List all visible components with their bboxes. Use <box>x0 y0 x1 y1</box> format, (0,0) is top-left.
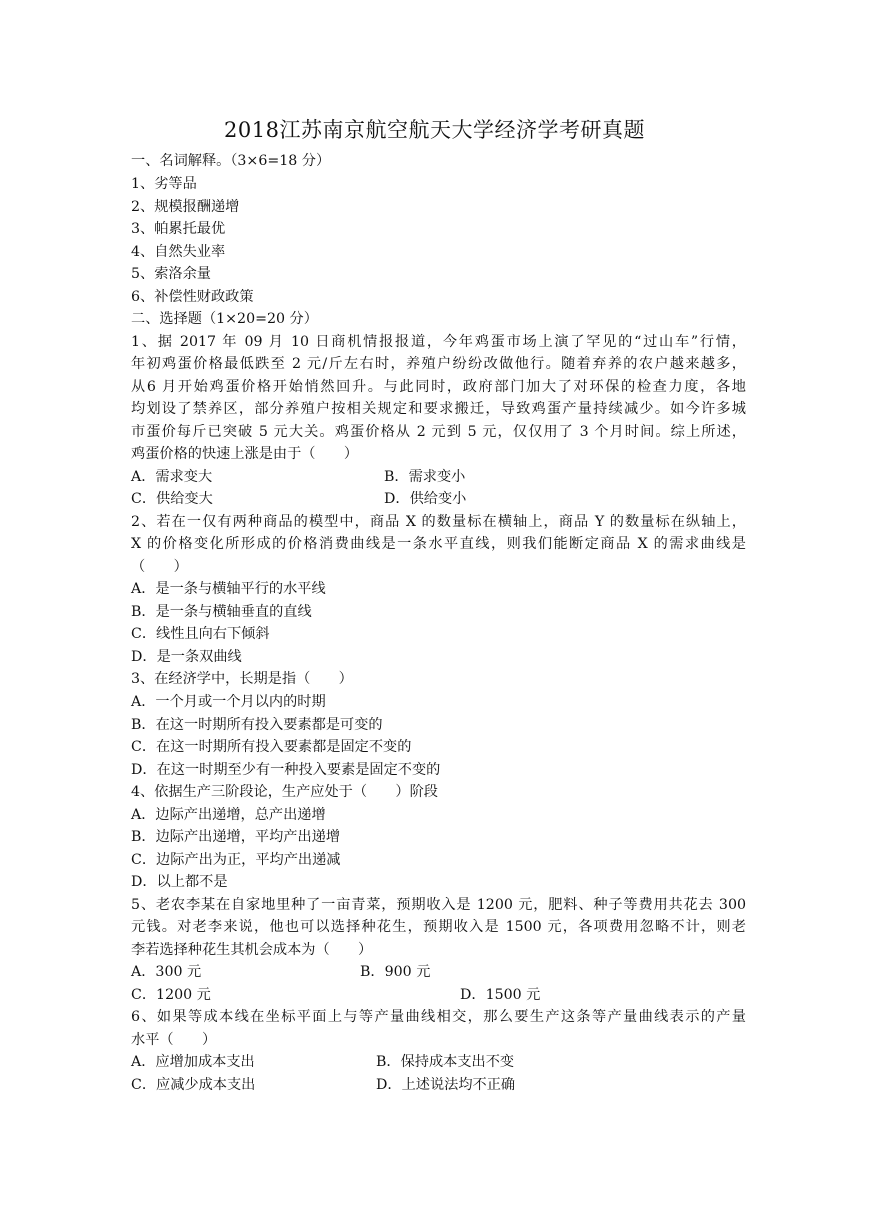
section-heading-definitions: 一、名词解释。（3×6=18 分） <box>131 153 331 169</box>
definition-item: 1、劣等品 <box>131 176 197 192</box>
definition-item: 5、索洛余量 <box>131 266 211 282</box>
question-text: 元钱。对老李来说，他也可以选择种花生，预期收入是 1500 元，各项费用忽略不计，则老 <box>131 919 746 935</box>
definition-item: 2、规模报酬递增 <box>131 199 240 215</box>
question-text: 水平（ ） <box>131 1032 217 1048</box>
answer-option: B．在这一时期所有投入要素都是可变的 <box>131 717 383 733</box>
question-text: X 的价格变化所形成的价格消费曲线是一条水平直线，则我们能断定商品 X 的需求曲线是 <box>131 536 746 552</box>
answer-option: D．以上都不是 <box>131 874 228 890</box>
answer-option: A．需求变大 <box>131 469 213 485</box>
answer-option: B．需求变小 <box>384 469 466 485</box>
answer-option: C．线性且向右下倾斜 <box>131 626 270 642</box>
answer-option: A．边际产出递增，总产出递增 <box>131 807 326 823</box>
question-text: （ ） <box>131 559 188 575</box>
answer-option: A．300 元 <box>131 964 202 980</box>
answer-option: D．1500 元 <box>460 987 541 1003</box>
answer-option: C．在这一时期所有投入要素都是固定不变的 <box>131 739 412 755</box>
question-text: 从6 月开始鸡蛋价格开始悄然回升。与此同时，政府部门加大了对环保的检查力度，各地 <box>131 379 746 395</box>
question-text: 李若选择种花生其机会成本为（ ） <box>131 942 373 958</box>
question-text: 3、在经济学中，长期是指（ ） <box>131 671 353 687</box>
answer-option: A．是一条与横轴平行的水平线 <box>131 581 326 597</box>
answer-option: C．应减少成本支出 <box>131 1077 256 1093</box>
answer-option: B．边际产出递增，平均产出递增 <box>131 829 341 845</box>
section-heading-choice: 二、选择题（1×20=20 分） <box>131 311 318 327</box>
question-text: 1、据 2017 年 09 月 10 日商机情报报道，今年鸡蛋市场上演了罕见的“过山车”行情， <box>131 334 746 350</box>
question-text: 4、依据生产三阶段论，生产应处于（ ）阶段 <box>131 784 438 800</box>
answer-option: A．应增加成本支出 <box>131 1054 255 1070</box>
document-title: 2018江苏南京航空航天大学经济学考研真题 <box>224 118 645 142</box>
question-text: 市蛋价每斤已突破 5 元大关。鸡蛋价格从 2 元到 5 元，仅仅用了 3 个月时间。综上所述， <box>131 424 746 440</box>
definition-item: 3、帕累托最优 <box>131 221 226 237</box>
answer-option: B．保持成本支出不变 <box>376 1054 515 1070</box>
question-text: 年初鸡蛋价格最低跌至 2 元/斤左右时，养殖户纷纷改做他行。随着弃养的农户越来越多， <box>131 356 746 372</box>
definition-item: 6、补偿性财政政策 <box>131 289 254 305</box>
answer-option: B．是一条与横轴垂直的直线 <box>131 604 312 620</box>
question-text: 6、如果等成本线在坐标平面上与等产量曲线相交，那么要生产这条等产量曲线表示的产量 <box>131 1009 746 1025</box>
definition-item: 4、自然失业率 <box>131 244 226 260</box>
answer-option: D．在这一时期至少有一种投入要素是固定不变的 <box>131 762 441 778</box>
answer-option: D．是一条双曲线 <box>131 649 242 665</box>
answer-option: A．一个月或一个月以内的时期 <box>131 694 326 710</box>
answer-option: D．供给变小 <box>384 491 467 507</box>
answer-option: B．900 元 <box>360 964 431 980</box>
answer-option: C．供给变大 <box>131 491 213 507</box>
answer-option: C．边际产出为正，平均产出递减 <box>131 852 341 868</box>
answer-option: D．上述说法均不正确 <box>376 1077 516 1093</box>
question-text: 5、老农李某在自家地里种了一亩青菜，预期收入是 1200 元，肥料、种子等费用共花去 300 <box>131 897 746 913</box>
question-text: 均划设了禁养区，部分养殖户按相关规定和要求搬迁，导致鸡蛋产量持续减少。如今许多城 <box>131 401 746 417</box>
question-text: 2、若在一仅有两种商品的模型中，商品 X 的数量标在横轴上，商品 Y 的数量标在纵轴上， <box>131 514 746 530</box>
answer-option: C．1200 元 <box>131 987 211 1003</box>
question-text: 鸡蛋价格的快速上涨是由于（ ） <box>131 446 359 462</box>
